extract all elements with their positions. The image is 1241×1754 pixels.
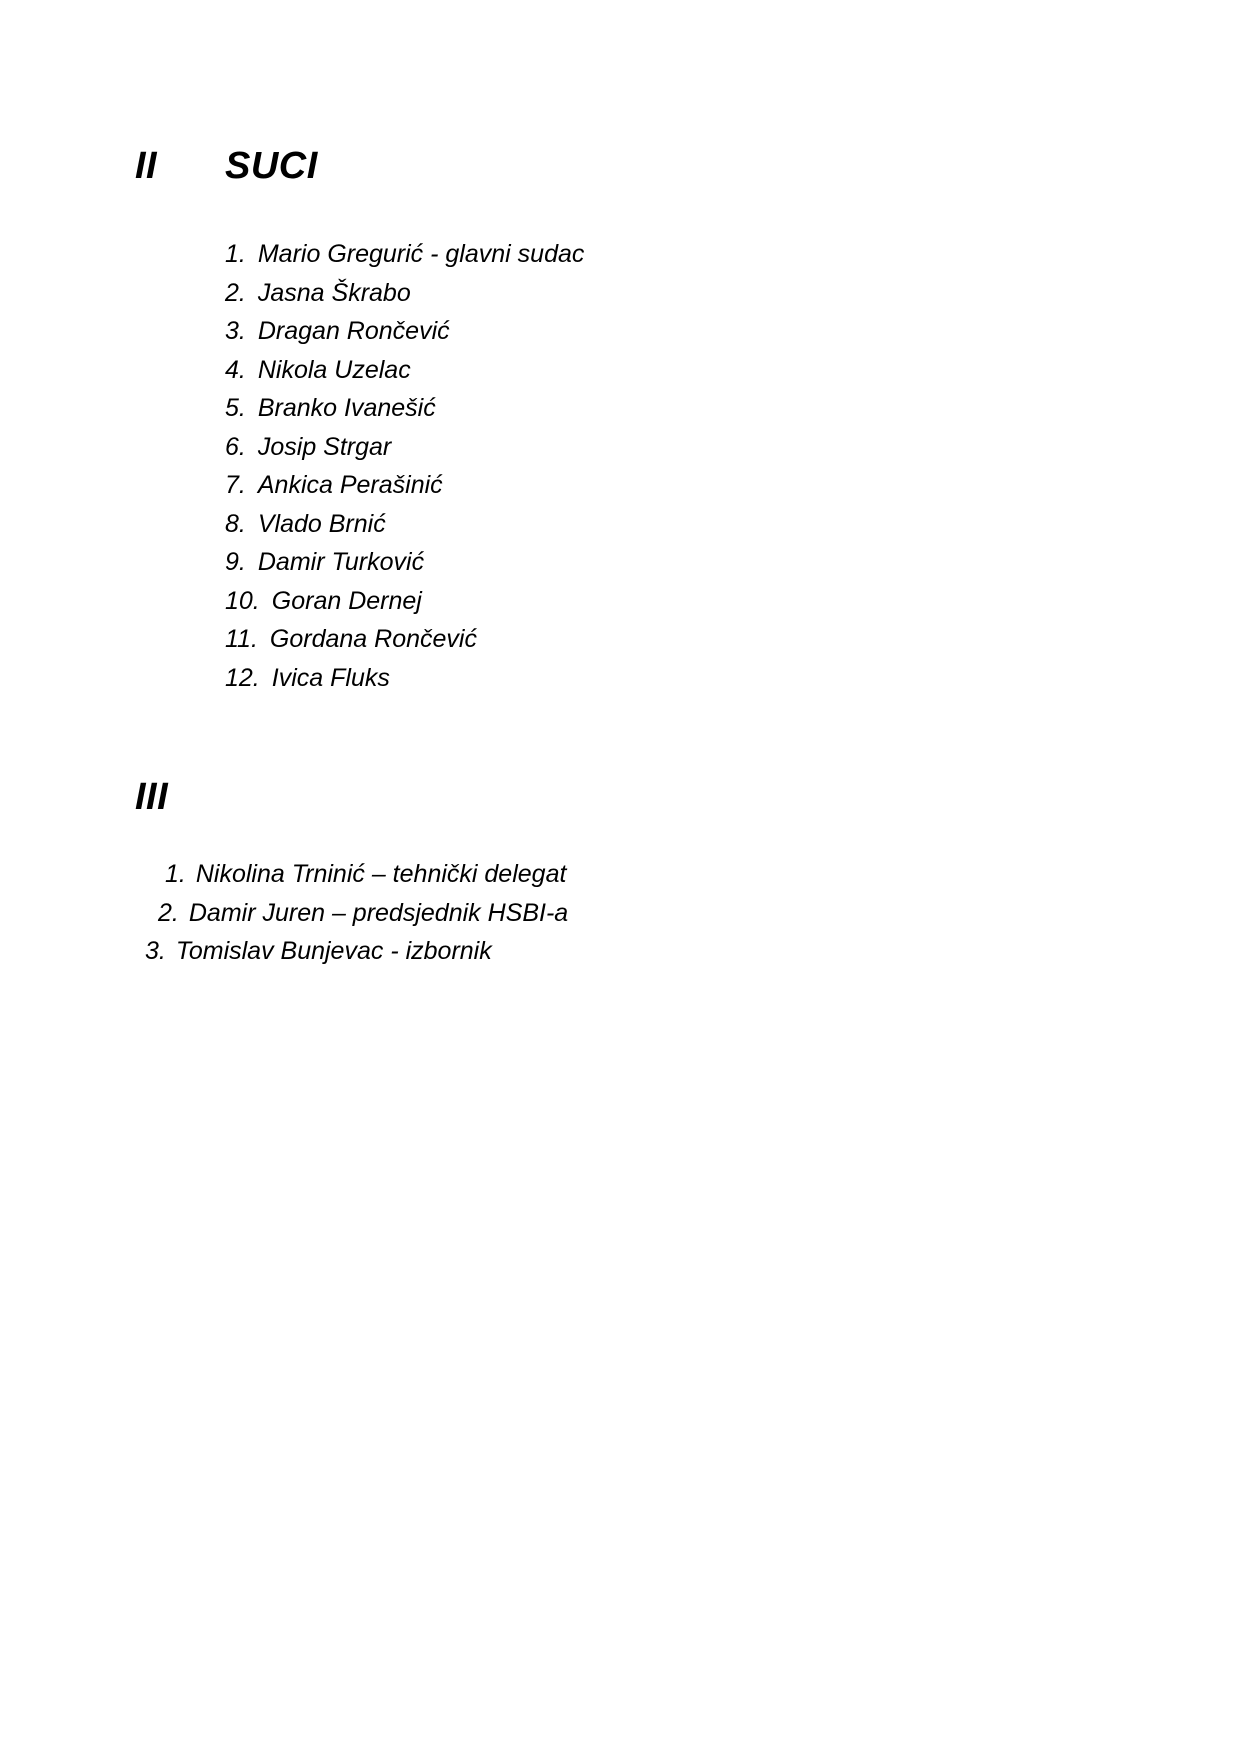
item-text: Goran Dernej — [271, 586, 422, 615]
item-text: Vlado Brnić — [257, 509, 386, 538]
item-text: Nikolina Trninić – tehnički delegat — [195, 860, 567, 888]
section-3-heading — [135, 774, 1241, 820]
item-text: Ivica Fluks — [271, 663, 390, 692]
referee-item-4 — [225, 351, 1241, 390]
referee-item-9 — [225, 543, 1241, 582]
item-text: Ankica Perašinić — [257, 471, 443, 499]
item-number: 9. — [225, 548, 246, 576]
item-number: 4. — [225, 355, 246, 384]
item-text: Gordana Rončević — [269, 625, 477, 653]
official-item-3 — [0, 932, 1241, 971]
item-number: 3. — [145, 937, 166, 965]
item-number: 2. — [225, 278, 246, 307]
item-number: 8. — [225, 509, 246, 538]
item-number: 1. — [225, 240, 246, 268]
section-2-numeral: II — [135, 145, 158, 187]
item-number: 3. — [225, 317, 246, 345]
item-number: 1. — [165, 860, 186, 888]
item-number: 5. — [225, 394, 246, 422]
referee-item-3 — [225, 312, 1241, 351]
item-number: 6. — [225, 432, 246, 461]
item-number: 2. — [158, 898, 179, 927]
referee-item-10 — [225, 582, 1241, 621]
item-text: Nikola Uzelac — [257, 355, 411, 384]
item-text: Josip Strgar — [257, 432, 392, 461]
item-text: Mario Gregurić - glavni sudac — [257, 240, 585, 268]
item-text: Damir Turković — [257, 548, 425, 576]
referees-list — [225, 235, 1241, 697]
section-3-numeral: III — [135, 776, 169, 818]
item-number: 10. — [225, 586, 260, 615]
official-item-2 — [0, 894, 1241, 933]
referee-item-2 — [225, 274, 1241, 313]
item-number: 7. — [225, 471, 246, 499]
item-number: 12. — [225, 663, 260, 692]
referee-item-6 — [225, 428, 1241, 467]
referee-item-7 — [225, 466, 1241, 505]
item-text: Branko Ivanešić — [257, 394, 436, 422]
item-text: Dragan Rončević — [257, 317, 450, 345]
item-text: Damir Juren – predsjednik HSBI-a — [188, 898, 569, 927]
referee-item-1 — [225, 235, 1241, 274]
item-text: Jasna Škrabo — [257, 278, 411, 307]
referee-item-12 — [225, 659, 1241, 698]
section-2-heading — [135, 143, 1241, 189]
referee-item-8 — [225, 505, 1241, 544]
item-number: 11. — [225, 625, 258, 653]
official-item-1 — [0, 855, 1241, 894]
referee-item-11 — [225, 620, 1241, 659]
referee-item-5 — [225, 389, 1241, 428]
officials-list — [0, 855, 1241, 971]
section-2-title: SUCI — [225, 145, 318, 187]
item-text: Tomislav Bunjevac - izbornik — [175, 937, 492, 965]
